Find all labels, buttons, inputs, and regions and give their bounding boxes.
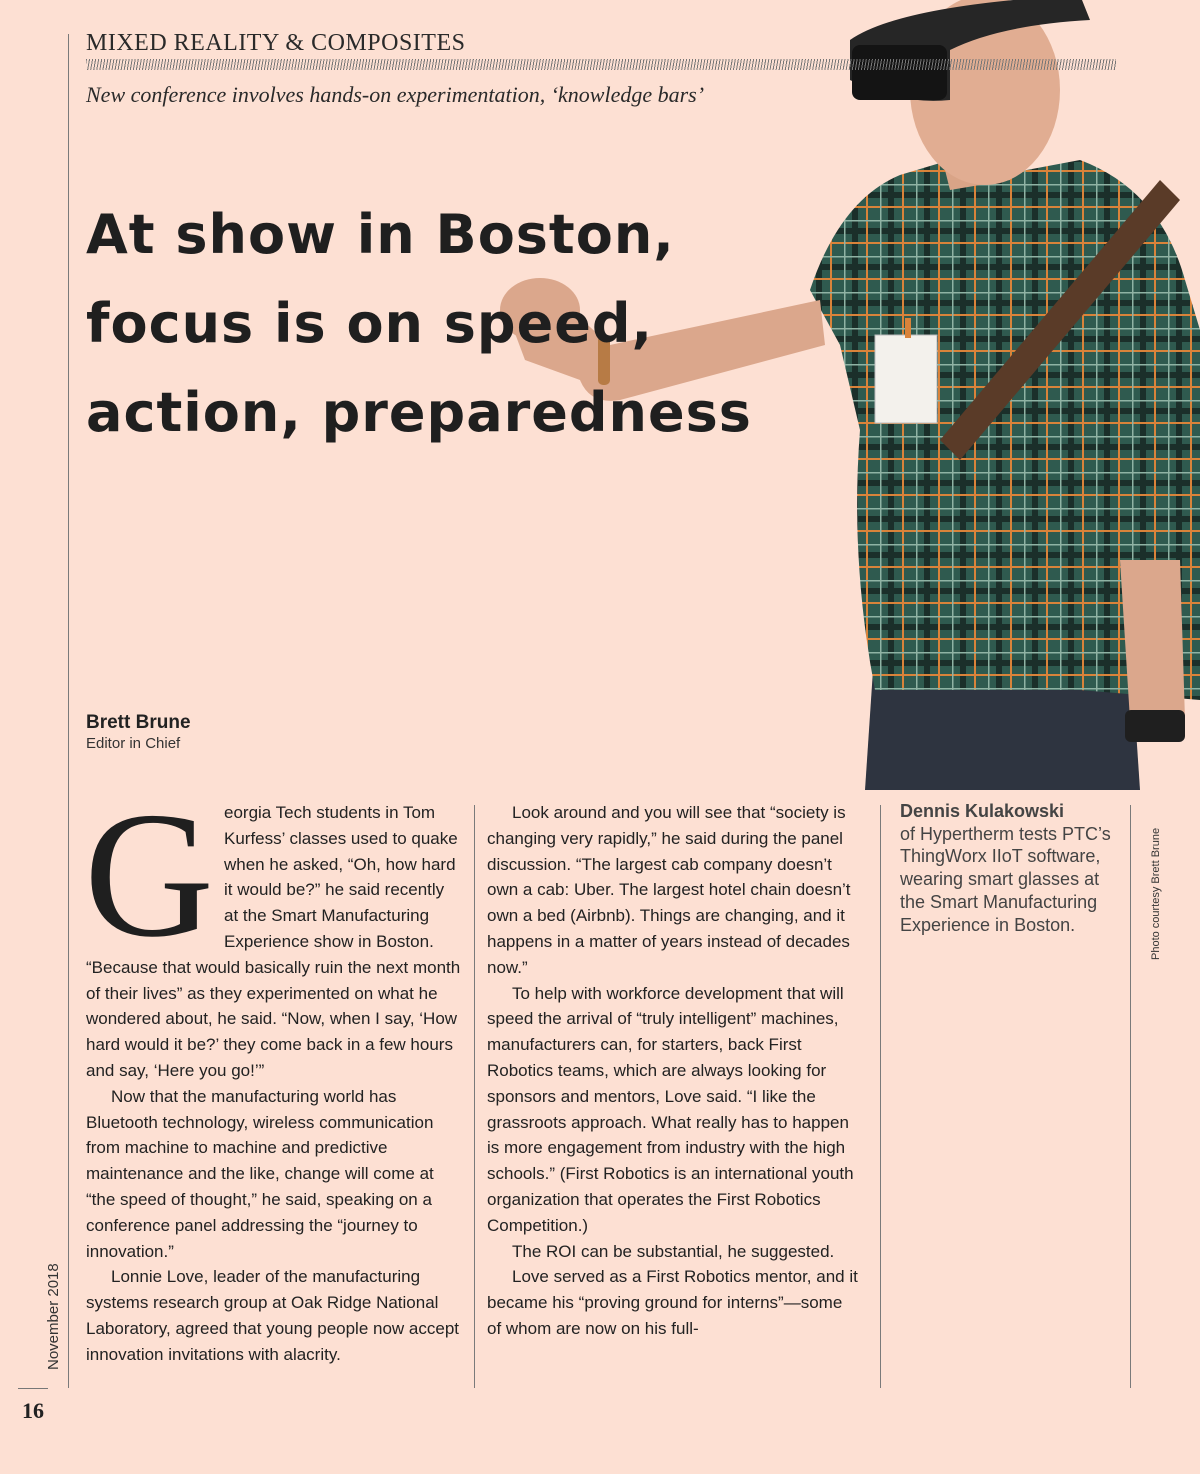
paragraph: Look around and you will see that “society is changing very rapidly,” he said during the panel discussion. “The largest cab company doesn’t own a cab: Uber. The largest hotel chain doesn’t own a bed (Airbnb). Things are changing, and it happens in a matter of years instead of decades now.” [487,803,851,977]
paragraph: Now that the manufacturing world has Bluetooth technology, wireless communication from machine to machine and predictive maintenance and the like, change will come at “the speed of thought,” he said, speaking on a conference panel addressing the “journey to innovation.” [86,1086,434,1261]
photo-caption [900,800,1115,936]
gutter-rule-2 [880,805,881,1388]
section-rule [86,59,1116,70]
left-column-rule [68,34,69,1388]
body-column-2 [487,800,859,1342]
gutter-rule-1 [474,805,475,1388]
deck: New conference involves hands-on experimentation, ‘knowledge bars’ [86,82,705,107]
section-label: MIXED REALITY & COMPOSITES [86,30,466,56]
headline: At show in Boston, focus is on speed, action, preparedness [86,203,752,444]
paragraph: The ROI can be substantial, he suggested. [512,1241,835,1261]
photo-credit: Photo courtesy Brett Brune [1150,827,1162,960]
paragraph: eorgia Tech students in Tom Kurfess’ classes used to quake when he asked, “Oh, how hard it would be?” he said recently at the Smart Manufacturing Experience show in Boston. “Because that would basically ruin the next month of their lives” as they experimented on what he wondered about, he said. “Now, when I say, ‘How hard would it be?’ they come back in a few hours and say, ‘Here you go!’” [86,803,461,1080]
byline-name: Brett Brune [86,712,191,733]
paragraph: Love served as a First Robotics mentor, and it became his “proving ground for interns”—some of whom are now on his full- [487,1267,858,1338]
body-column-1 [84,775,462,1368]
page-number: 16 [22,1398,44,1423]
caption-rule [1130,805,1131,1388]
byline-title: Editor in Chief [86,735,181,752]
folio-rule [18,1388,48,1389]
caption-text: of Hypertherm tests PTC’s ThingWorx IIoT software, wearing smart glasses at the Smart Manufacturing Experience in Boston. [900,823,1111,935]
drop-cap: G [84,775,214,974]
paragraph: Lonnie Love, leader of the manufacturing systems research group at Oak Ridge National Laboratory, agreed that young people now accept innovation invitations with alacrity. [86,1267,460,1364]
issue-date: November 2018 [45,1263,62,1370]
paragraph: To help with workforce development that will speed the arrival of “truly intelligent” machines, manufacturers can, for starters, back First Robotics teams, which are always looking for sponsors and mentors, Love said. “I like the grassroots approach. What really has to happen is more engagement from industry with the high schools.” (First Robotics is an international youth organization that operates the First Robotics Competition.) [487,983,854,1235]
caption-name: Dennis Kulakowski [900,801,1065,821]
